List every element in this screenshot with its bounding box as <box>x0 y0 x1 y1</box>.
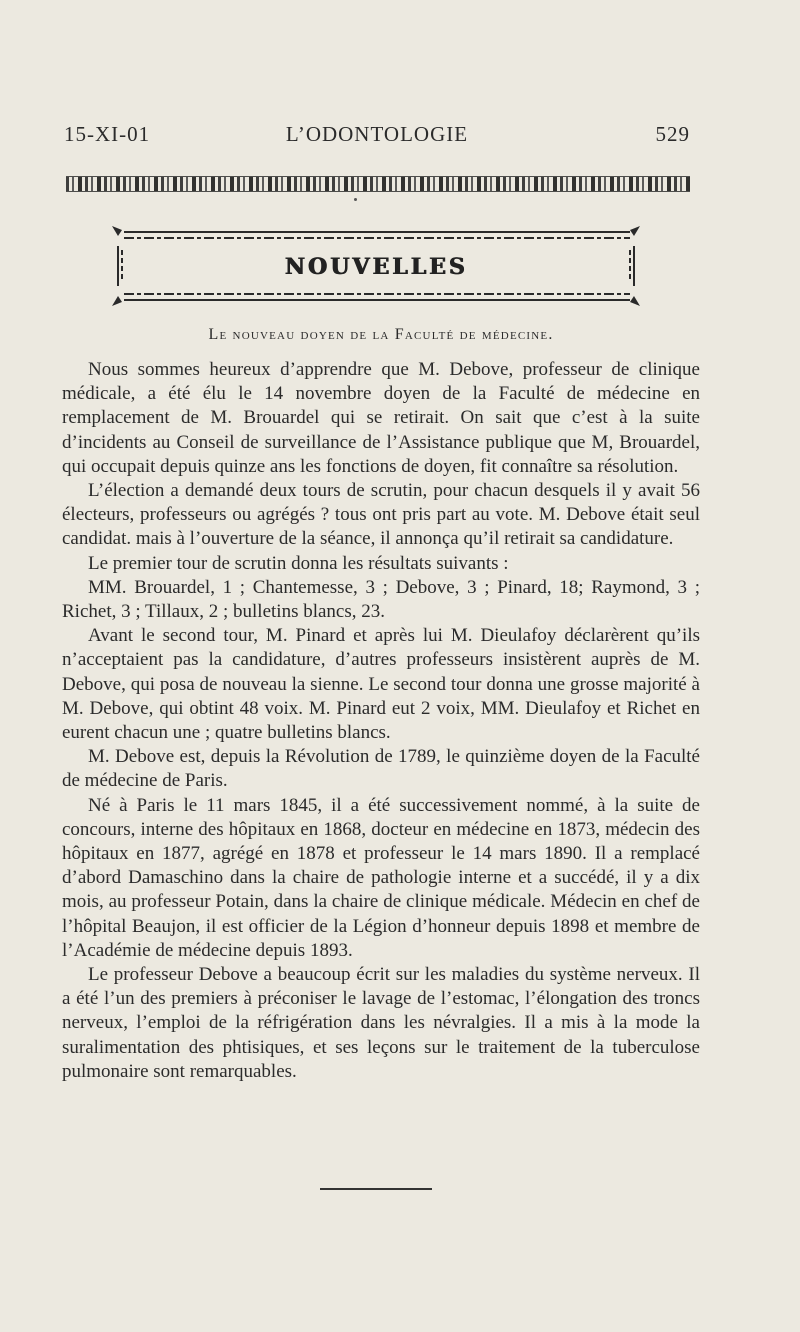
journal-title: L’ODONTOLOGIE <box>285 122 469 146</box>
paragraph: MM. Brouardel, 1 ; Chantemesse, 3 ; Debove, 3 ; Pinard, 18; Raymond, 3 ; Richet, 3 ; Tillaux, 2 ; bulletins blancs, 23. <box>62 576 700 623</box>
paragraph: Né à Paris le 11 mars 1845, il a été successivement nommé, à la suite de concours, interne des hôpitaux en 1868, docteur en médecine en 1873, médecin des hôpitaux en 1877, agrégé en 1878 et professeur le 14 mars 1890. Il a remplacé d’abord Damaschino dans la chaire de pathologie interne et a succédé, il y a dix mois, au professeur Potain, dans la chaire de clinique médicale. Médecin en chef de l’hôpital Beaujon, il est officier de la Légion d’honneur depuis 1898 et membre de l’Académie de médecine depuis 1893. <box>62 794 700 961</box>
end-rule <box>320 1188 432 1190</box>
article <box>62 326 700 1084</box>
paragraph: Nous sommes heureux d’apprendre que M. Debove, professeur de clinique médicale, a été élu le 14 novembre doyen de la Faculté de médecine en remplacement de M. Brouardel qui se retirait. On sait que c’est à la suite d’incidents au Conseil de surveillance de l’Assistance publique que M, Brouardel, qui occupait depuis quinze ans les fonctions de doyen, fit connaître sa résolution. <box>62 359 700 477</box>
ornamental-band <box>66 176 690 192</box>
paragraph: Le premier tour de scrutin donna les résultats suivants : <box>88 552 509 574</box>
article-heading: Le nouveau doyen de la Faculté de médecine. <box>208 326 554 343</box>
section-title: NOUVELLES <box>284 254 468 280</box>
paragraph: M. Debove est, depuis la Révolution de 1789, le quinzième doyen de la Faculté de médecine de Paris. <box>62 746 700 792</box>
paragraph: L’élection a demandé deux tours de scrutin, pour chacun desquels il y avait 56 électeurs, professeurs ou agrégés ? tous ont pris part au vote. M. Debove était seul candidat. mais à l’ouverture de la séance, il annonça qu’il retirait sa candidature. <box>62 480 700 550</box>
page-number: 529 <box>655 122 690 146</box>
issue-date: 15-XI-01 <box>64 122 151 146</box>
ornament-dot <box>354 198 357 201</box>
paragraph: Le professeur Debove a beaucoup écrit sur les maladies du système nerveux. Il a été l’un des premiers à préconiser le lavage de l’estomac, l’élongation des troncs nerveux, l’emploi de la réfrigération dans les névralgies. Il a mis à la mode la suralimentation des phtisiques, et ses leçons sur le traitement de la tuberculose pulmonaire sont remarquables. <box>62 964 700 1082</box>
paragraph: Avant le second tour, M. Pinard et après lui M. Dieulafoy déclarèrent qu’ils n’acceptaient pas la candidature, d’autres professeurs insistèrent auprès de M. Debove, qui posa de nouveau la sienne. Le second tour donna une grosse majorité à M. Debove, qui obtint 48 voix. M. Pinard eut 2 voix, MM. Dieulafoy et Richet en eurent chacun une ; quatre bulletins blancs. <box>62 625 700 744</box>
running-head <box>64 122 690 152</box>
section-frame <box>110 224 642 308</box>
